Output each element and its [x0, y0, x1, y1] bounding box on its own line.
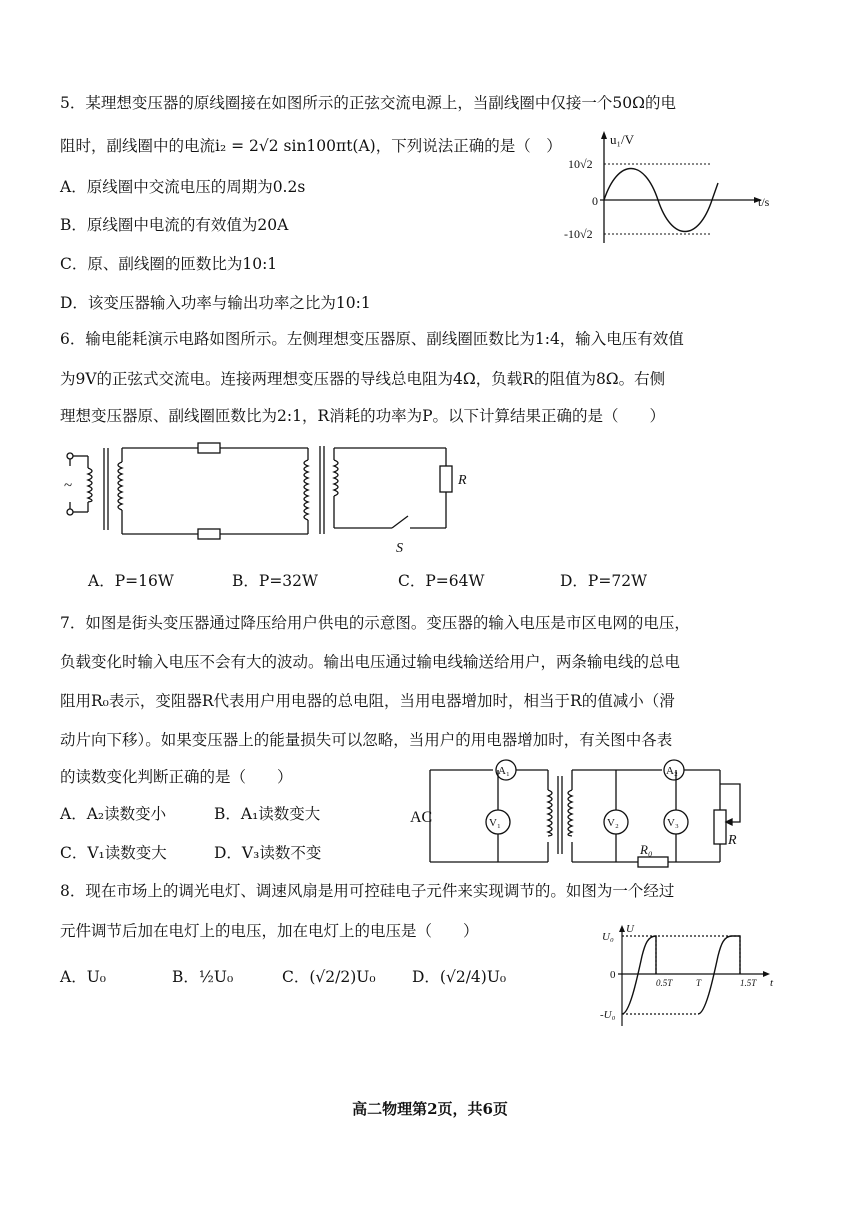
q6-line1: 6．输电能耗演示电路如图所示。左侧理想变压器原、副线圈匝数比为1:4，输入电压有效值: [60, 330, 684, 348]
q8-voltage-graph: [598, 920, 780, 1032]
q7-option-d: D．V₃读数不变: [214, 844, 322, 862]
q7-v1-label: V₁: [489, 817, 501, 829]
q5-option-d: D．该变压器输入功率与输出功率之比为10:1: [60, 294, 371, 312]
q8-graph-xlabel: t: [770, 977, 774, 989]
q7-option-a: A．A₂读数变小: [60, 805, 167, 823]
q7-ac-label: AC: [410, 809, 433, 826]
q7-r-label: R: [728, 833, 737, 848]
q6-r-label: R: [458, 473, 467, 488]
q5-line1: 5．某理想变压器的原线圈接在如图所示的正弦交流电源上，当副线圈中仅接一个50Ω的电: [60, 94, 676, 112]
q8-line2: 元件调节后加在电灯上的电压，加在电灯上的电压是（ ）: [60, 922, 479, 940]
q7-v3-label: V₃: [667, 817, 679, 829]
q5-option-c: C．原、副线圈的匝数比为10:1: [60, 255, 278, 273]
q5-graph-bottom: -10√2: [564, 227, 593, 241]
q6-option-a: A．P=16W: [88, 572, 174, 590]
q8-option-b: B．½U₀: [172, 968, 234, 986]
q8-option-d: D．(√2/4)U₀: [412, 968, 507, 986]
q6-line3: 理想变压器原、副线圈匝数比为2:1，R消耗的功率为P。以下计算结果正确的是（ ）: [60, 407, 666, 425]
q7-line3: 阻用R₀表示，变阻器R代表用户用电器的总电阻，当用电器增加时，相当于R的值减小（滑: [60, 692, 675, 710]
q5-graph-zero: 0: [592, 194, 598, 208]
q5-option-b: B．原线圈中电流的有效值为20A: [60, 216, 289, 234]
q7-line2: 负载变化时输入电压不会有大的波动。输出电压通过输电线输送给用户，两条输电线的总电: [60, 653, 681, 671]
q5-sine-graph: [560, 128, 780, 248]
q7-option-b: B．A₁读数变大: [214, 805, 321, 823]
q8-graph-t1: 0.5T: [656, 978, 673, 988]
q6-line2: 为9V的正弦式交流电。连接两理想变压器的导线总电阻为4Ω，负载R的阻值为8Ω。右侧: [60, 370, 666, 388]
q7-circuit: [408, 758, 768, 870]
q6-s-label: S: [396, 541, 403, 556]
q5-graph-ylabel: u₁/V: [610, 132, 635, 147]
q7-v2-label: V₂: [607, 817, 619, 829]
q6-option-d: D．P=72W: [560, 572, 647, 590]
q8-graph-t2: T: [696, 978, 702, 988]
q8-graph-neg-u0: -U₀: [600, 1009, 616, 1021]
q5-graph-xlabel: t/s: [758, 195, 770, 209]
q8-graph-ylabel: U: [626, 923, 634, 935]
q8-option-c: C．(√2/2)U₀: [282, 968, 376, 986]
q7-a1-label: A₁: [498, 765, 510, 777]
q6-source-symbol: ~: [64, 478, 73, 494]
q5-option-a: A．原线圈中交流电压的周期为0.2s: [60, 178, 306, 196]
q6-option-b: B．P=32W: [232, 572, 318, 590]
q7-a2-label: A₂: [666, 765, 678, 777]
q8-option-a: A．U₀: [60, 968, 106, 986]
q8-line1: 8．现在市场上的调光电灯、调速风扇是用可控硅电子元件来实现调节的。如图为一个经过: [60, 882, 675, 900]
q5-graph-top: 10√2: [568, 157, 593, 171]
q7-line5: 的读数变化判断正确的是（ ）: [60, 768, 293, 786]
q6-circuit: [58, 440, 478, 562]
q8-graph-zero: 0: [610, 969, 616, 981]
q8-graph-u0: U₀: [602, 931, 614, 943]
q6-option-c: C．P=64W: [398, 572, 485, 590]
q7-option-c: C．V₁读数变大: [60, 844, 167, 862]
q7-line4: 动片向下移）。如果变压器上的能量损失可以忽略，当用户的用电器增加时，有关图中各表: [60, 731, 673, 749]
page-footer: 高二物理第2页，共6页: [352, 1100, 508, 1118]
q7-r0-label: R₀: [640, 842, 653, 857]
q7-line1: 7．如图是街头变压器通过降压给用户供电的示意图。变压器的输入电压是市区电网的电压，: [60, 614, 690, 632]
q8-graph-t3: 1.5T: [740, 978, 757, 988]
q5-line2: 阻时，副线圈中的电流i₂ = 2√2 sin100πt(A)，下列说法正确的是（ ）: [60, 137, 562, 155]
